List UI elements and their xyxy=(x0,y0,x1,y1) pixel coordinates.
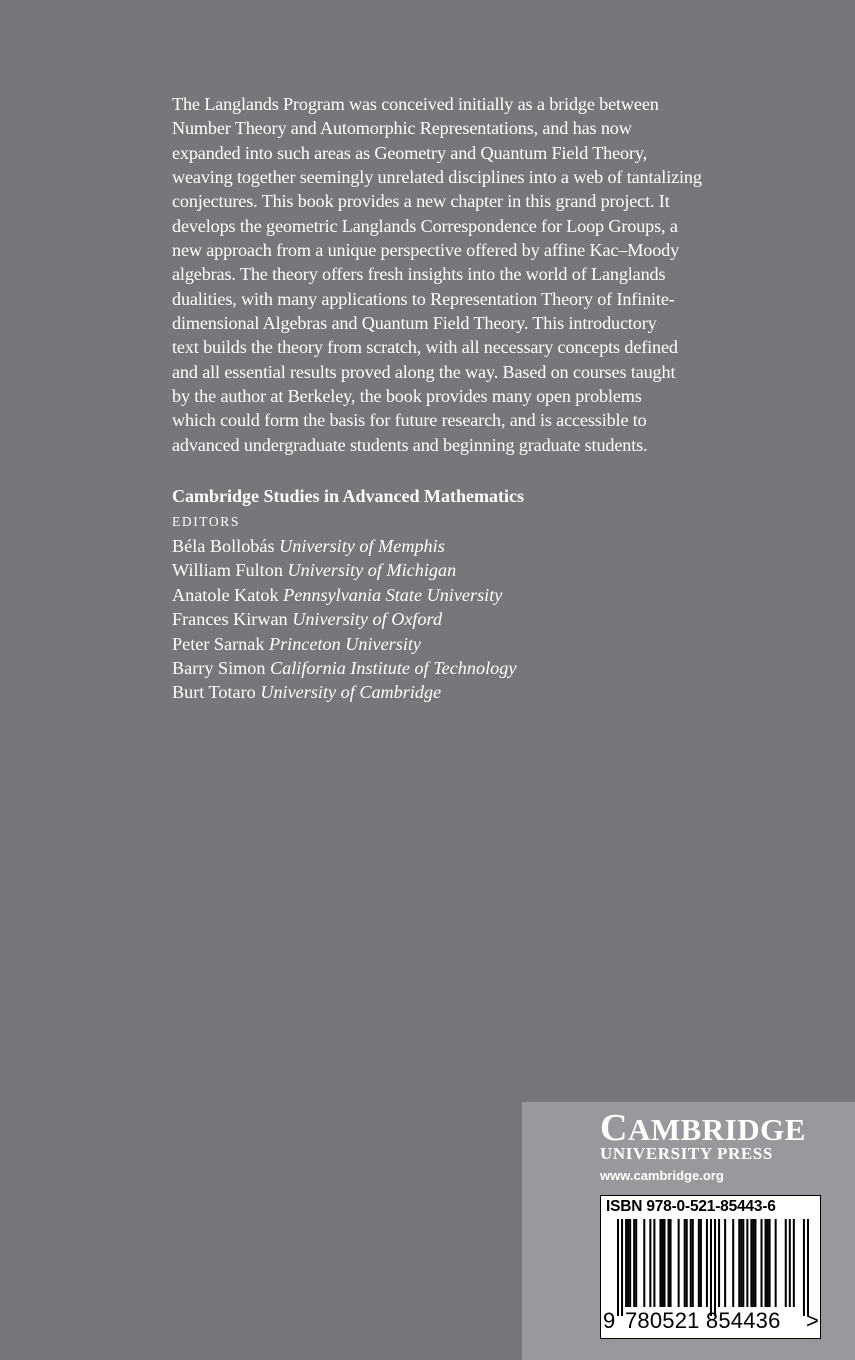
barcode-bar xyxy=(724,1219,726,1307)
barcode-bar xyxy=(686,1219,688,1307)
editor-entry xyxy=(172,534,792,558)
barcode-bar xyxy=(625,1219,627,1307)
barcode-bar xyxy=(684,1219,686,1307)
description-line: advanced undergraduate students and beginning graduate students. xyxy=(172,434,648,455)
barcode-bar xyxy=(633,1219,635,1307)
description-line: new approach from a unique perspective offered by affine Kac–Moody xyxy=(172,240,680,261)
barcode-bar xyxy=(617,1219,619,1316)
barcode-bar xyxy=(718,1219,720,1307)
barcode-bar xyxy=(740,1219,742,1307)
isbn-barcode xyxy=(600,1195,821,1339)
editor-name: Frances Kirwan xyxy=(172,609,288,630)
editor-entry xyxy=(172,680,792,704)
isbn-label: ISBN 978-0-521-85443-6 xyxy=(606,1198,776,1215)
editor-affiliation: California Institute of Technology xyxy=(270,658,517,679)
barcode-bar xyxy=(659,1219,661,1307)
book-description xyxy=(172,92,792,457)
editor-affiliation: Princeton University xyxy=(268,633,421,654)
editors-heading: EDITORS xyxy=(172,514,240,529)
barcode-bar xyxy=(668,1219,670,1307)
publisher-url: www.cambridge.org xyxy=(600,1168,724,1183)
barcode-bar xyxy=(649,1219,651,1307)
barcode-bar xyxy=(752,1219,754,1307)
barcode-bar xyxy=(621,1219,623,1316)
description-line: weaving together seemingly unrelated disciplines into a web of tantalizing xyxy=(172,167,702,188)
barcode-bar xyxy=(698,1219,700,1307)
description-line: The Langlands Program was conceived initially as a bridge between xyxy=(172,94,659,114)
barcode-bar xyxy=(635,1219,637,1307)
barcode-bar xyxy=(670,1219,672,1307)
barcode-bar xyxy=(706,1219,708,1307)
editor-name: Béla Bollobás xyxy=(172,536,275,556)
barcode-bar xyxy=(765,1219,767,1307)
description-line: conjectures. This book provides a new chapter in this grand project. It xyxy=(172,191,670,212)
editor-entry xyxy=(172,656,792,680)
barcode-bar xyxy=(661,1219,663,1307)
editor-affiliation: University of Michigan xyxy=(287,560,457,581)
barcode-bar xyxy=(807,1219,809,1316)
barcode-bar xyxy=(754,1219,756,1307)
barcode-bar xyxy=(803,1219,805,1316)
ean-first-digit: 9 xyxy=(603,1308,616,1333)
barcode-bar xyxy=(767,1219,769,1307)
editor-name: William Fulton xyxy=(172,560,283,581)
barcode-bar xyxy=(643,1219,645,1307)
editor-affiliation: University of Oxford xyxy=(292,609,443,630)
barcode-bar xyxy=(793,1219,795,1307)
barcode-bar xyxy=(742,1219,744,1307)
publisher-name-initial: C xyxy=(600,1107,628,1149)
barcode-bar xyxy=(663,1219,665,1307)
description-line: by the author at Berkeley, the book provides many open problems xyxy=(172,386,642,407)
series-title: Cambridge Studies in Advanced Mathematics xyxy=(172,486,525,506)
barcode-bar xyxy=(789,1219,791,1307)
editor-name: Peter Sarnak xyxy=(172,633,265,654)
editor-name: Burt Totaro xyxy=(172,682,256,703)
description-line: and all essential results proved along the way. Based on courses taught xyxy=(172,361,676,382)
editor-entry xyxy=(172,607,792,631)
publisher-name-rest: AMBRIDGE xyxy=(627,1112,806,1147)
barcode-bar xyxy=(629,1219,631,1307)
description-line: dualities, with many applications to Representation Theory of Infinite- xyxy=(172,288,675,309)
barcode-bar xyxy=(775,1219,777,1307)
editor-name: Anatole Katok xyxy=(172,584,279,605)
barcode-bar xyxy=(700,1219,702,1307)
barcode-bar xyxy=(769,1219,771,1307)
editor-affiliation: University of Memphis xyxy=(279,536,445,556)
ean-digits: 780521 854436 xyxy=(625,1308,781,1333)
barcode-bar xyxy=(678,1219,680,1307)
ean-arrow: > xyxy=(806,1308,819,1333)
editor-affiliation: University of Cambridge xyxy=(260,682,442,703)
series-section xyxy=(172,484,792,705)
barcode-bar xyxy=(746,1219,748,1307)
editor-entry xyxy=(172,632,792,656)
barcode-bar xyxy=(732,1219,734,1307)
barcode-bar xyxy=(750,1219,752,1307)
description-line: develops the geometric Langlands Correspondence for Loop Groups, a xyxy=(172,215,678,236)
publisher-panel xyxy=(522,1102,855,1360)
editor-affiliation: Pennsylvania State University xyxy=(283,584,503,605)
description-line: expanded into such areas as Geometry and Quantum Field Theory, xyxy=(172,142,648,163)
barcode-bar xyxy=(760,1219,762,1307)
barcode-bar xyxy=(785,1219,787,1307)
editor-name: Barry Simon xyxy=(172,658,266,679)
barcode-bar xyxy=(653,1219,655,1307)
barcode-bar xyxy=(690,1219,692,1307)
description-line: which could form the basis for future research, and is accessible to xyxy=(172,410,647,431)
barcode-bar xyxy=(714,1219,716,1316)
editor-entry xyxy=(172,583,792,607)
barcode-bar xyxy=(738,1219,740,1307)
editor-entry xyxy=(172,558,792,582)
description-line: Number Theory and Automorphic Representations, and has now xyxy=(172,118,632,139)
description-line: algebras. The theory offers fresh insights into the world of Langlands xyxy=(172,264,666,285)
description-line: dimensional Algebras and Quantum Field Theory. This introductory xyxy=(172,313,657,334)
barcode-bars xyxy=(617,1219,809,1316)
publisher-subtitle: UNIVERSITY PRESS xyxy=(600,1144,773,1163)
barcode-bar xyxy=(692,1219,694,1307)
barcode-bar xyxy=(710,1219,712,1316)
description-line: text builds the theory from scratch, with all necessary concepts defined xyxy=(172,337,678,358)
barcode-bar xyxy=(627,1219,629,1307)
